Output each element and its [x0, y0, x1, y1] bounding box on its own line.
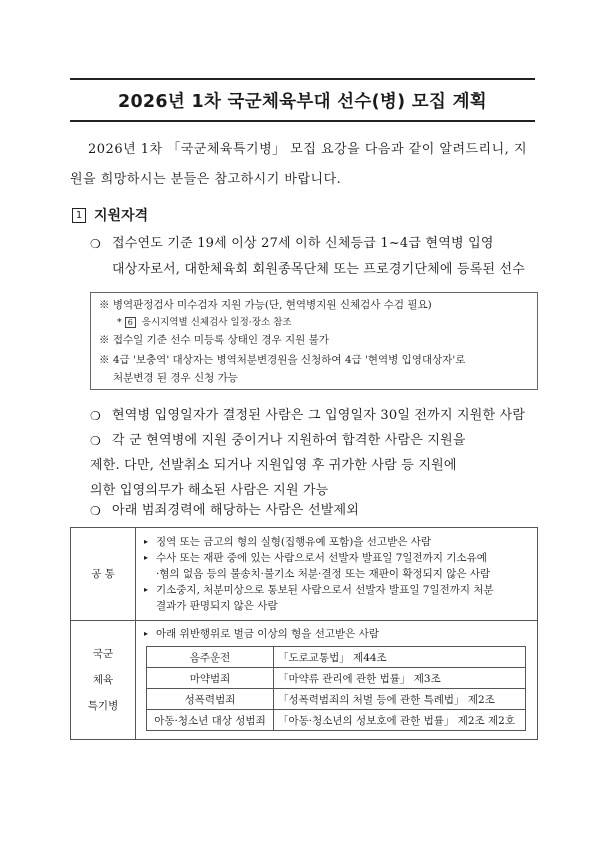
offense-name: 마약범죄: [147, 668, 274, 689]
category-label: 특기병: [87, 700, 119, 712]
triangle-icon: ▸: [144, 585, 149, 594]
note-line: ※ 접수일 기준 선수 미등록 상태인 경우 지원 불가: [99, 334, 329, 346]
page-title: 2026년 1차 국군체육부대 선수(병) 모집 계획: [117, 91, 487, 112]
common-items-cell: [136, 528, 538, 621]
category-label: 체육: [92, 674, 114, 686]
bullet-item: [90, 428, 550, 506]
table-row: [71, 621, 538, 740]
offense-law: 「도로교통법」 제44조: [274, 647, 526, 668]
item-text: 수사 또는 재판 중에 있는 사람으로서 선발자 발표일 7일전까지 기소유예: [156, 552, 487, 564]
table-row: [147, 710, 526, 731]
bullet-line: 제한. 다만, 선발취소 되거나 지원입영 후 귀가한 사람 등 지원에: [90, 458, 457, 473]
bullet-line: 의한 입영의무가 해소된 사람은 지원 가능: [90, 483, 329, 498]
category-label: 국군: [92, 648, 114, 660]
category-label: 공 통: [91, 568, 115, 580]
bullet-item: [90, 498, 550, 524]
item-text: ·혐의 없음 등의 불송치·불기소 처분·결정 또는 재판이 확정되지 않은 사람: [156, 568, 491, 580]
table-row: [147, 689, 526, 710]
item-text: 결과가 판명되지 않은 사람: [156, 600, 278, 612]
section-heading: [72, 205, 148, 225]
table-row: [71, 528, 538, 621]
intro-paragraph: 2026년 1차 「국군체육특기병」 모집 요강을 다음과 같이 알려드리니, 지원을 희망하시는 분들은 참고하시기 바랍니다.: [70, 142, 527, 187]
category-cell: [71, 621, 136, 740]
note-line: ※ 병역판정검사 미수검자 지원 가능(단, 현역병지원 신체검사 수검 필요): [99, 299, 432, 311]
category-cell: [71, 528, 136, 621]
list-item: [144, 550, 531, 582]
title-banner: [70, 78, 535, 122]
bullet-line: 각 군 현역병에 지원 중이거나 지원하여 합격한 사람은 지원을: [112, 433, 466, 448]
section-title: 지원자격: [94, 208, 149, 224]
item-text: 아래 위반행위로 벌금 이상의 형을 선고받은 사람: [156, 628, 379, 640]
note-sub-prefix: *: [117, 317, 122, 328]
item-text: 징역 또는 금고의 형의 실형(집행유예 포함)을 선고받은 사람: [156, 536, 431, 548]
bullet-line: 현역병 입영일자가 결정된 사람은 그 입영일자 30일 전까지 지원한 사람: [112, 408, 526, 423]
reference-number-box: 6: [125, 317, 136, 328]
notes-box: [90, 292, 538, 390]
bullet-mark: ❍: [90, 434, 101, 448]
item-text: 기소중지, 처분미상으로 통보된 사람으로서 선발자 발표일 7일전까지 처분: [156, 584, 494, 596]
table-row: [147, 647, 526, 668]
bullet-item: [90, 403, 550, 429]
section-number-box: 1: [72, 208, 86, 223]
offense-name: 성폭력범죄: [147, 689, 274, 710]
bullet-mark: ❍: [90, 504, 101, 518]
note-subline: [117, 314, 292, 328]
triangle-icon: ▸: [144, 553, 149, 562]
bullet-item: [90, 231, 550, 283]
list-item: [144, 626, 531, 642]
note-sub-text: 응시지역별 신체검사 일정·장소 참조: [141, 317, 292, 328]
bullet-mark: ❍: [90, 409, 101, 423]
offense-name: 아동·청소년 대상 성범죄: [147, 710, 274, 731]
triangle-icon: ▸: [144, 537, 149, 546]
offense-table: [146, 646, 526, 731]
triangle-icon: ▸: [144, 629, 149, 638]
criminal-record-table: [70, 527, 538, 740]
bullet-line: 접수연도 기준 19세 이상 27세 이하 신체등급 1~4급 현역병 입영: [112, 236, 494, 251]
bullet-mark: ❍: [90, 237, 101, 251]
offense-law: 「성폭력범죄의 처벌 등에 관한 특례법」 제2조: [274, 689, 526, 710]
offense-name: 음주운전: [147, 647, 274, 668]
table-row: [147, 668, 526, 689]
offense-law: 「마약류 관리에 관한 법률」 제3조: [274, 668, 526, 689]
note-line: ※ 4급 '보충역' 대상자는 병역처분변경원을 신청하여 4급 '현역병 입영대상자'로: [99, 354, 466, 366]
note-line: 처분변경 된 경우 신청 가능: [113, 372, 238, 384]
list-item: [144, 534, 531, 550]
offense-law: 「아동·청소년의 성보호에 관한 법률」 제2조 제2호: [274, 710, 526, 731]
special-items-cell: [136, 621, 538, 740]
list-item: [144, 582, 531, 614]
bullet-line: 대상자로서, 대한체육회 회원종목단체 또는 프로경기단체에 등록된 선수: [112, 262, 526, 277]
bullet-line: 아래 범죄경력에 해당하는 사람은 선발제외: [112, 503, 359, 518]
